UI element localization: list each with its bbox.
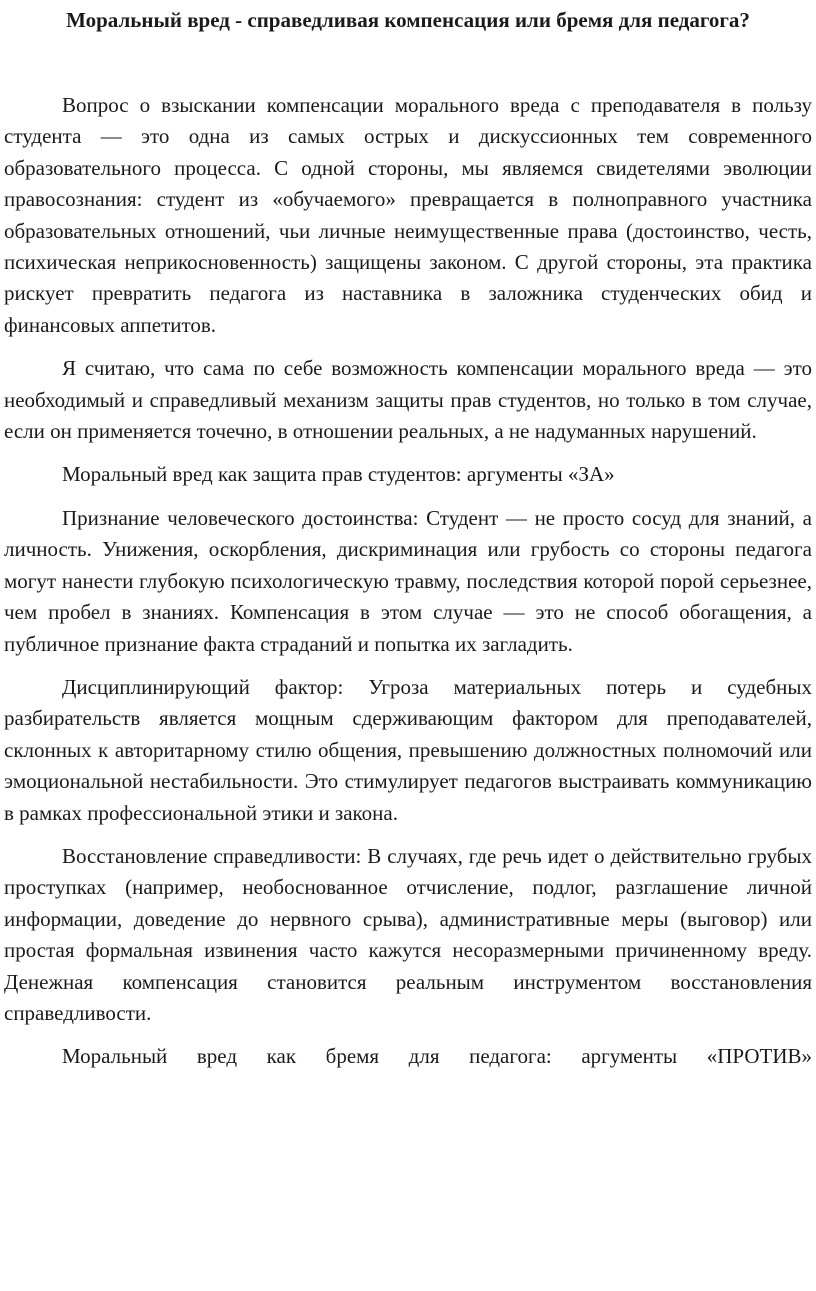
document-title: Моральный вред - справедливая компенсация или бремя для педагога? (66, 8, 750, 32)
paragraph-thesis: Я считаю, что сама по себе возможность компенсации морального вреда — это необходимый и справедливый механизм защиты прав студентов, но только в том случае, если он применяется точечно, в отношении реальных, а не надуманных нарушений. (4, 356, 812, 444)
section-heading-contra: Моральный вред как бремя для педагога: аргументы «ПРОТИВ» (62, 1044, 812, 1069)
document-body (4, 90, 812, 1073)
paragraph-justice: Восстановление справедливости: В случаях, где речь идет о действительно грубых проступках (например, необоснованное отчисление, подлог, разглашение личной информации, доведение до нервного срыва), административные меры (выговор) или простая формальная извинения часто кажутся несоразмерными причиненному вреду. Денежная компенсация становится реальным инструментом восстановления справедливости. (4, 843, 812, 1025)
section-heading-pro: Моральный вред как защита прав студентов: аргументы «ЗА» (62, 462, 615, 487)
paragraph-dignity: Признание человеческого достоинства: Студент — не просто сосуд для знаний, а личность. Унижения, оскорбления, дискриминация или грубость со стороны педагога могут нанести глубокую психологическую травму, последствия которой порой серьезнее, чем пробел в знаниях. Компенсация в этом случае — это не способ обогащения, а публичное признание факта страданий и попытка их загладить. (4, 505, 812, 656)
paragraph-intro: Вопрос о взыскании компенсации морального вреда с преподавателя в пользу студента — это одна из самых острых и дискуссионных тем современного образовательного процесса. С одной стороны, мы являемся свидетелями эволюции правосознания: студент из «обучаемого» превращается в полноправного участника образовательных отношений, чьи личные неимущественные права (достоинство, честь, психическая неприкосновенность) защищены законом. С другой стороны, эта практика рискует превратить педагога из наставника в заложника студенческих обид и финансовых аппетитов. (4, 93, 812, 337)
paragraph-discipline: Дисциплинирующий фактор: Угроза материальных потерь и судебных разбирательств является мощным сдерживающим фактором для преподавателей, склонных к авторитарному стилю общения, превышению должностных полномочий или эмоциональной нестабильности. Это стимулирует педагогов выстраивать коммуникацию в рамках профессиональной этики и закона. (4, 674, 812, 825)
